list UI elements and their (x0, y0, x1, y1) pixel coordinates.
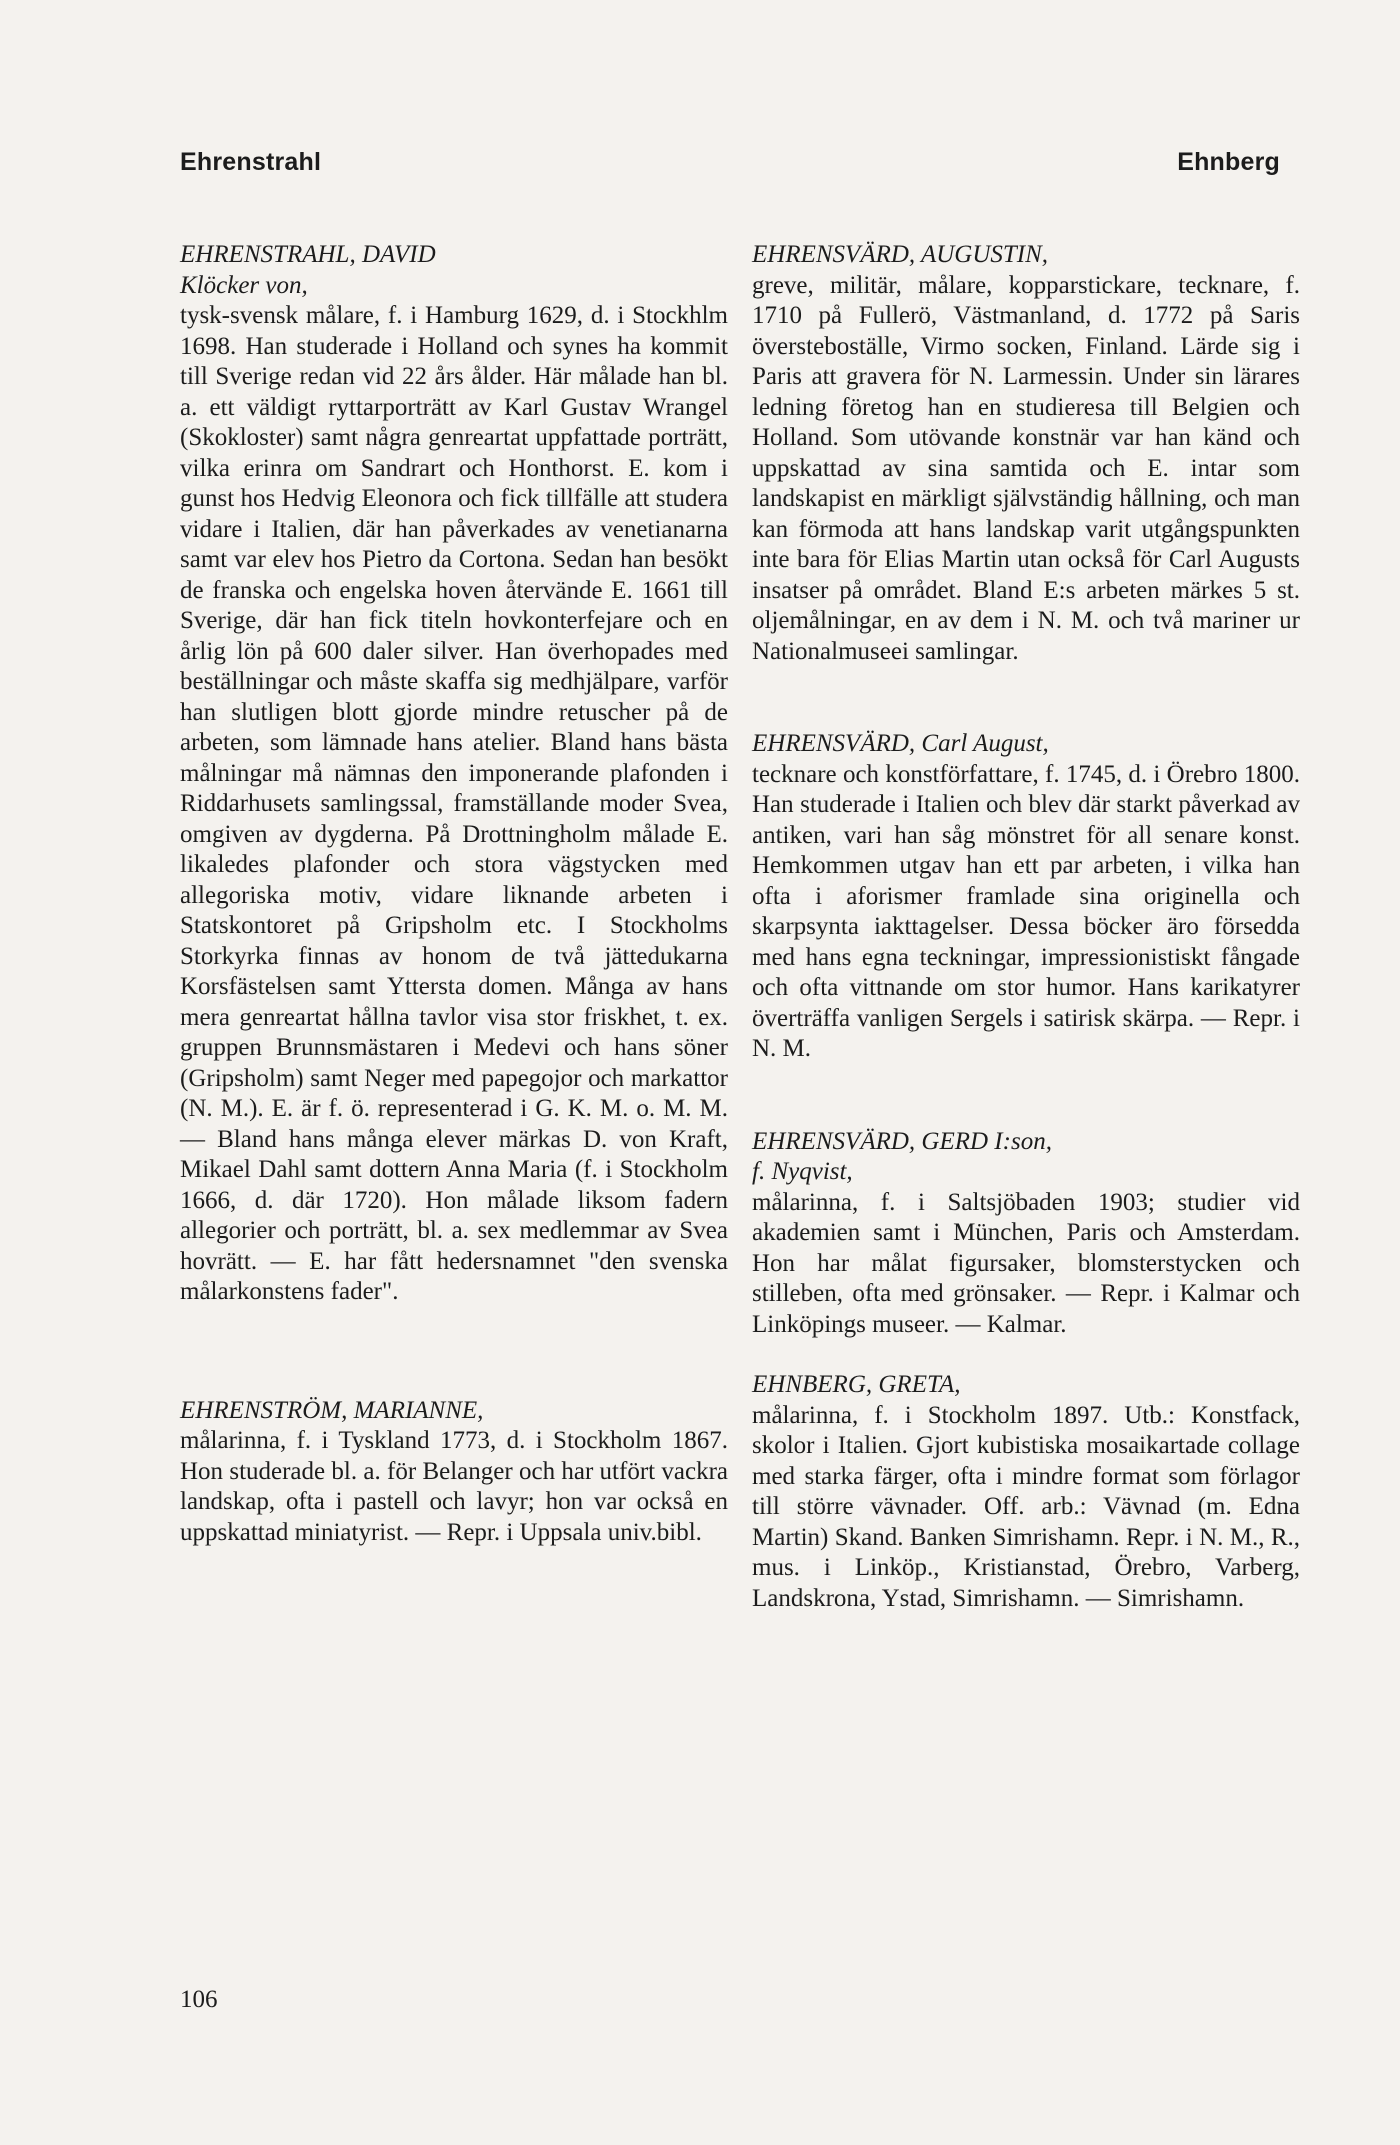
entry-ehrensvard-augustin (752, 240, 1300, 667)
right-column (752, 240, 1300, 1614)
entry-subheading: Klöcker von, (180, 271, 308, 299)
entry-heading: EHNBERG, GRETA, (752, 1371, 961, 1398)
entry-ehrenstrom-marianne (180, 1396, 728, 1549)
page-number: 106 (180, 1986, 218, 2013)
entry-heading: EHRENSVÄRD, Carl August, (752, 730, 1049, 757)
entry-ehrensvard-carl-august (752, 729, 1300, 1065)
entry-heading: EHRENSTRAHL, DAVID (180, 241, 436, 268)
entry-ehnberg-greta (752, 1370, 1300, 1614)
entry-text: tecknare och konstförfattare, f. 1745, d. i Örebro 1800. Han studerade i Italien och blev där starkt påverkad av antiken, vari han såg mönstret för all senare konst. Hemkommen utgav han ett par arbeten, i vilka han ofta i aforismer framlade sina originella och skarpsynta iakttagelser. Dessa böcker äro försedda med hans egna teckningar, impressionistiskt fångade och ofta vittnande om stor humor. Hans karikatyrer överträffa vanligen Sergels i satirisk skärpa. — Repr. i N. M. (752, 760, 1300, 1062)
running-head-right: Ehnberg (1177, 148, 1280, 176)
entry-heading: EHRENSTRÖM, MARIANNE, (180, 1396, 484, 1424)
entry-text: tysk-svensk målare, f. i Hamburg 1629, d. i Stockhlm 1698. Han studerade i Holland och synes ha kommit till Sverige redan vid 22 års ålder. Här målade han bl. a. ett väldigt ryttarporträtt av Karl Gustav Wrangel (Skokloster) samt några genreartat uppfattade porträtt, vilka erinra om Sandrart och Honthorst. E. kom i gunst hos Hedvig Eleonora och fick tillfälle att studera vidare i Italien, där han påverkades av venetianarna samt var elev hos Pietro da Cortona. Sedan han besökt de franska och engelska hoven återvände E. 1661 till Sverige, där han fick titeln hovkonterfejare och en årlig lön på 600 daler silver. Han överhopades med beställningar och måste skaffa sig medhjälpare, varför han slutligen blott gjorde mindre retuscher på de arbeten, som lämnade hans atelier. Bland hans bästa målningar må nämnas den imponerande plafonden i Riddarhusets samlingssal, framställande moder Svea, omgiven av dygderna. På Drottningholm målade E. likaledes plafonder och stora vägstycken med allegoriska motiv, vidare liknande arbeten i Statskontoret på Gripsholm etc. I Stockholms Storkyrka finnas av honom de två jättedukarna Korsfästelsen samt Yttersta domen. Många av hans mera genreartat hållna tavlor visa stor friskhet, t. ex. gruppen Brunnsmästaren i Medevi och hans söner (Gripsholm) samt Neger med papegojor och markattor (N. M.). E. är f. ö. representerad i G. K. M. o. M. M. — Bland hans många elever märkas D. von Kraft, Mikael Dahl samt dottern Anna Maria (f. i Stockholm 1666, d. där 1720). Hon målade liksom fadern allegorier och porträtt, bl. a. sex medlemmar av Svea hovrätt. — E. har fått hedersnamnet "den svenska målarkonstens fader". (180, 302, 728, 1305)
entry-text: målarinna, f. i Saltsjöbaden 1903; studier vid akademien samt i München, Paris och Amsterdam. Hon har målat figursaker, blomsterstycken och stilleben, ofta med grönsaker. — Repr. i Kalmar och Linköpings museer. — Kalmar. (752, 1188, 1300, 1338)
running-head-left: Ehrenstrahl (180, 148, 322, 176)
entry-text: greve, militär, målare, kopparstickare, tecknare, f. 1710 på Fullerö, Västmanland, d. 1772 på Saris översteboställe, Virmo socken, Finland. Lärde sig i Paris att gravera för N. Larmessin. Under sin lärares ledning företog han en studieresa till Belgien och Holland. Som utövande konstnär var han känd och uppskattad av sina samtida och E. intar som landskapist en märkligt självständig hållning, och man kan förmoda att hans landskap varit utgångspunkten inte bara för Elias Martin utan också för Carl Augusts insatser på området. Bland E:s arbeten märkes 5 st. oljemålningar, en av dem i N. M. och två mariner ur Nationalmuseei samlingar. (752, 271, 1300, 665)
entry-heading: EHRENSVÄRD, AUGUSTIN, (752, 241, 1049, 268)
entry-subheading: f. Nyqvist, (752, 1158, 853, 1185)
entry-ehrenstrahl-david (180, 240, 728, 1308)
entry-text: målarinna, f. i Tyskland 1773, d. i Stockholm 1867. Hon studerade bl. a. för Belanger och har utfört vackra landskap, ofta i pastell och lavyr; hon var också en uppskattad miniatyrist. — Repr. i Uppsala univ.bibl. (180, 1427, 728, 1546)
entry-ehrensvard-gerd (752, 1127, 1300, 1341)
entry-heading: EHRENSVÄRD, GERD I:son, (752, 1127, 1052, 1155)
left-column (180, 240, 728, 1548)
entry-text: målarinna, f. i Stockholm 1897. Utb.: Konstfack, skolor i Italien. Gjort kubistiska mosaikartade collage med starka färger, ofta i mindre format som förlagor till större vävnader. Off. arb.: Vävnad (m. Edna Martin) Skand. Banken Simrishamn. Repr. i N. M., R., mus. i Linköp., Kristianstad, Örebro, Varberg, Landskrona, Ystad, Simrishamn. — Simrishamn. (752, 1401, 1300, 1612)
